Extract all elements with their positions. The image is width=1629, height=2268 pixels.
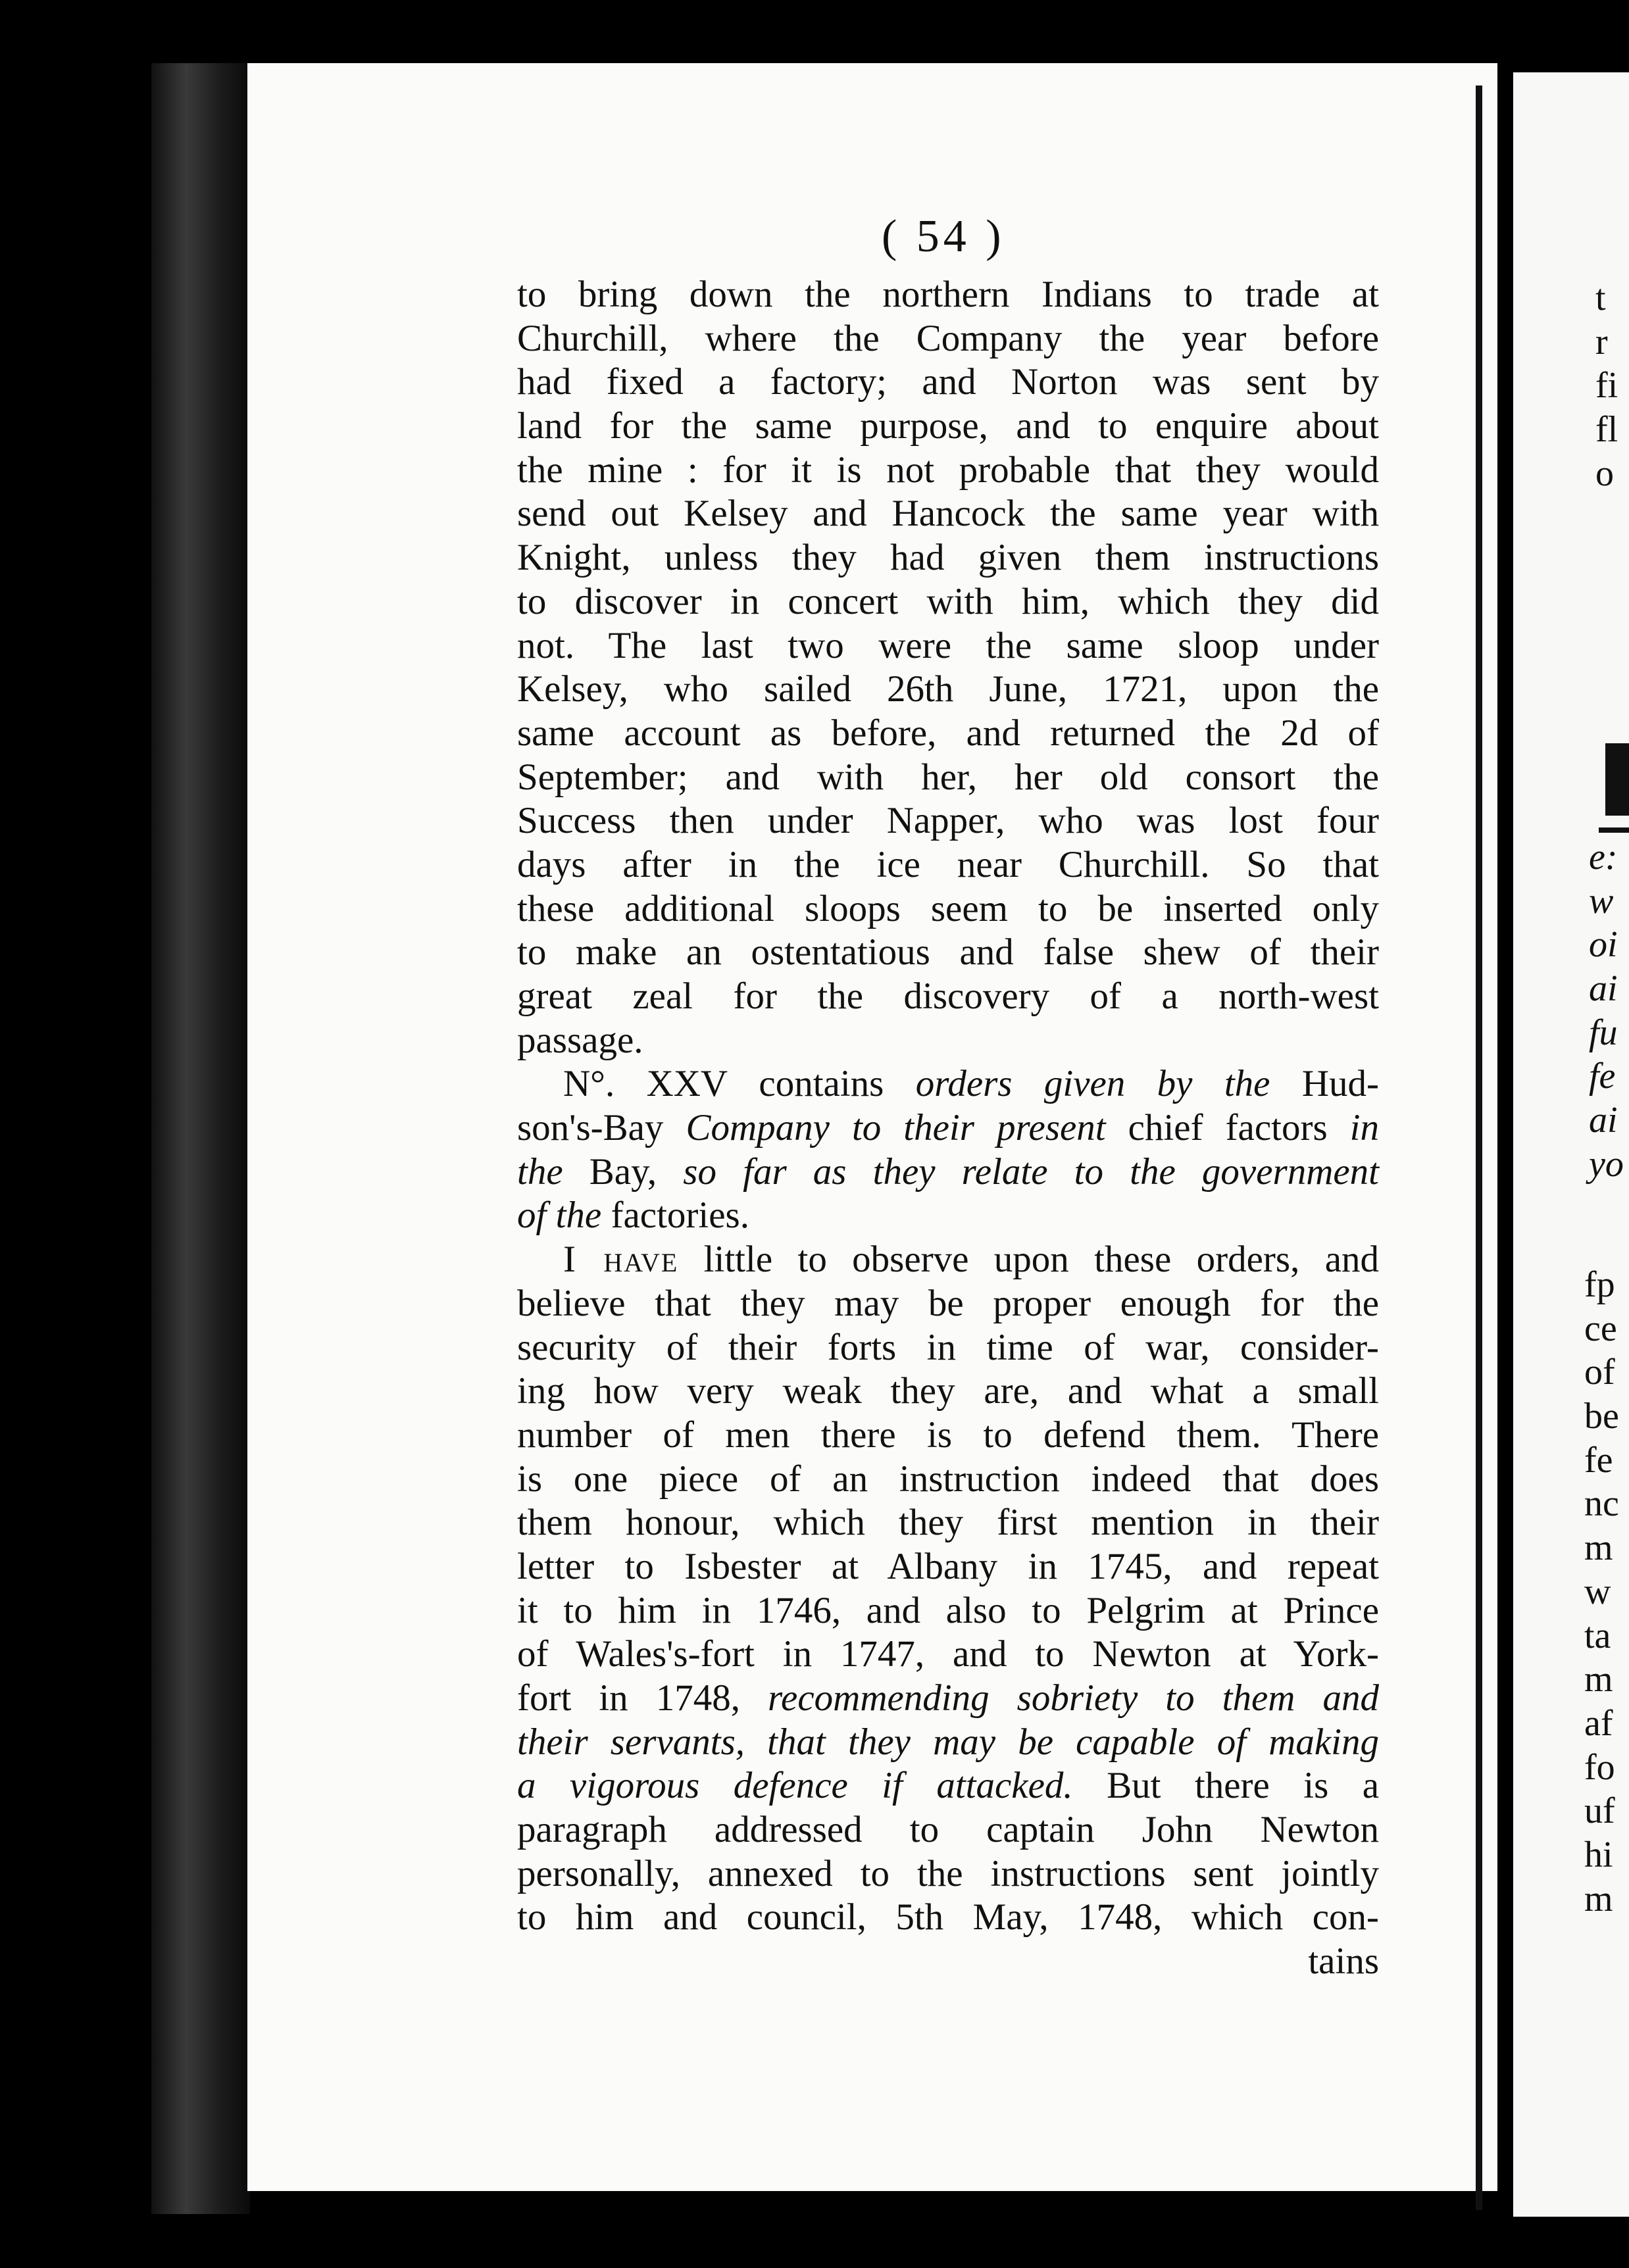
text-line: paragraph addressed to captain John Newton <box>517 1809 1379 1851</box>
fragment: fi <box>1595 365 1618 407</box>
text-line: to make an ostentatious and false shew of their <box>517 931 1379 974</box>
fragment: af <box>1584 1702 1613 1744</box>
text-line: to discover in concert with him, which they did <box>517 580 1379 622</box>
text-line: these additional sloops seem to be inserted only <box>517 887 1379 929</box>
fragment: m <box>1584 1878 1613 1919</box>
text-line <box>517 1150 1379 1195</box>
italic-run: the <box>517 1150 563 1193</box>
fragment: oi <box>1589 924 1618 966</box>
fragment: fp <box>1584 1264 1615 1305</box>
fragment: fe <box>1589 1056 1616 1097</box>
text-run: N°. XXV contains <box>563 1063 916 1105</box>
text-line: it to him in 1746, and also to Pelgrim at Prince <box>517 1589 1379 1631</box>
fragment: m <box>1584 1659 1613 1700</box>
italic-run: so far as they relate to the government <box>683 1150 1379 1193</box>
italic-run: orders given by the <box>915 1063 1270 1105</box>
fragment: r <box>1595 321 1608 362</box>
italic-run: their servants, that they may be capable of making <box>517 1721 1379 1763</box>
book-spine <box>151 63 250 2214</box>
text-run: factories. <box>601 1195 749 1237</box>
fragment: be <box>1584 1396 1619 1437</box>
text-line: number of men there is to defend them. There <box>517 1414 1379 1456</box>
text-line: Kelsey, who sailed 26th June, 1721, upon the <box>517 668 1379 710</box>
text-line: passage. <box>517 1019 643 1061</box>
text-line: land for the same purpose, and to enquire about <box>517 405 1379 447</box>
fragment: of <box>1584 1352 1615 1393</box>
text-line: to him and council, 5th May, 1748, which con- <box>517 1896 1379 1938</box>
text-line: September; and with her, her old consort the <box>517 756 1379 798</box>
facing-page-drop-initial <box>1605 743 1629 816</box>
fragment: ai <box>1589 1100 1618 1141</box>
text-line: great zeal for the discovery of a north-west <box>517 975 1379 1017</box>
page-text <box>517 273 1379 1984</box>
text-run: fort in 1748, <box>517 1677 768 1719</box>
text-line <box>517 1764 1379 1808</box>
fragment: ce <box>1584 1308 1617 1349</box>
text-run: son's-Bay <box>517 1107 686 1149</box>
fragment: ai <box>1589 968 1618 1010</box>
text-run: chief factors <box>1105 1107 1350 1149</box>
fragment: hi <box>1584 1834 1613 1875</box>
small-caps-run: I have <box>563 1239 679 1281</box>
facing-page-fragments-italic <box>1589 835 1624 1187</box>
text-line: days after in the ice near Churchill. So that <box>517 843 1379 885</box>
text-line <box>517 1238 1379 1282</box>
facing-page-fragments-lower <box>1584 1263 1619 1921</box>
text-line <box>517 1106 1379 1150</box>
fragment: w <box>1589 880 1614 922</box>
fragment: fl <box>1595 409 1618 451</box>
catchword: tains <box>1308 1940 1379 1983</box>
text-line: of Wales's-fort in 1747, and to Newton at York- <box>517 1633 1379 1675</box>
fragment: o <box>1595 453 1614 494</box>
fragment: fu <box>1589 1012 1618 1053</box>
fragment: m <box>1584 1527 1613 1569</box>
text-line <box>517 1721 1379 1765</box>
text-run: Hud- <box>1270 1063 1380 1105</box>
text-run: little to observe upon these orders, and <box>678 1239 1379 1281</box>
text-line: Churchill, where the Company the year before <box>517 317 1379 359</box>
text-line: is one piece of an instruction indeed that does <box>517 1458 1379 1500</box>
fragment: e: <box>1589 837 1618 877</box>
text-line <box>517 1677 1379 1721</box>
text-run: But there is a <box>1072 1765 1379 1807</box>
fragment: w <box>1584 1571 1611 1612</box>
facing-page-rule <box>1599 827 1629 833</box>
text-line: not. The last two were the same sloop under <box>517 624 1379 666</box>
text-line: had fixed a factory; and Norton was sent by <box>517 361 1379 403</box>
italic-run: Company to their present <box>686 1107 1106 1149</box>
text-line: believe that they may be proper enough for the <box>517 1282 1379 1324</box>
fragment: fe <box>1584 1439 1613 1481</box>
fragment: ta <box>1584 1615 1611 1656</box>
text-run: Bay, <box>563 1150 684 1193</box>
text-line: letter to Isbester at Albany in 1745, and repeat <box>517 1545 1379 1587</box>
text-line: Success then under Napper, who was lost four <box>517 800 1379 842</box>
italic-run: of the <box>517 1195 602 1237</box>
facing-page-edge <box>1476 86 1482 2210</box>
fragment: t <box>1595 278 1606 318</box>
fragment: yo <box>1589 1143 1624 1185</box>
text-line: same account as before, and returned the 2d of <box>517 712 1379 754</box>
text-line: them honour, which they first mention in their <box>517 1502 1379 1544</box>
text-line: personally, annexed to the instructions sent jointly <box>517 1852 1379 1894</box>
text-line: send out Kelsey and Hancock the same year with <box>517 493 1379 535</box>
text-line <box>517 1062 1379 1106</box>
fragment: nc <box>1584 1483 1619 1525</box>
page-number: ( 54 ) <box>882 211 1005 262</box>
text-line: the mine : for it is not probable that they would <box>517 449 1379 491</box>
text-line: security of their forts in time of war, consider- <box>517 1326 1379 1368</box>
italic-run: in <box>1349 1107 1380 1149</box>
text-line: to bring down the northern Indians to trade at <box>517 274 1379 315</box>
text-line <box>517 1194 1379 1238</box>
facing-page-fragments-top <box>1595 276 1618 495</box>
italic-run: recommending sobriety to them and <box>767 1677 1380 1719</box>
text-line: ing how very weak they are, and what a small <box>517 1370 1379 1412</box>
fragment: fo <box>1584 1746 1615 1788</box>
text-line: Knight, unless they had given them instructions <box>517 537 1379 579</box>
italic-run: a vigorous defence if attacked. <box>517 1765 1073 1807</box>
fragment: uf <box>1584 1790 1615 1832</box>
